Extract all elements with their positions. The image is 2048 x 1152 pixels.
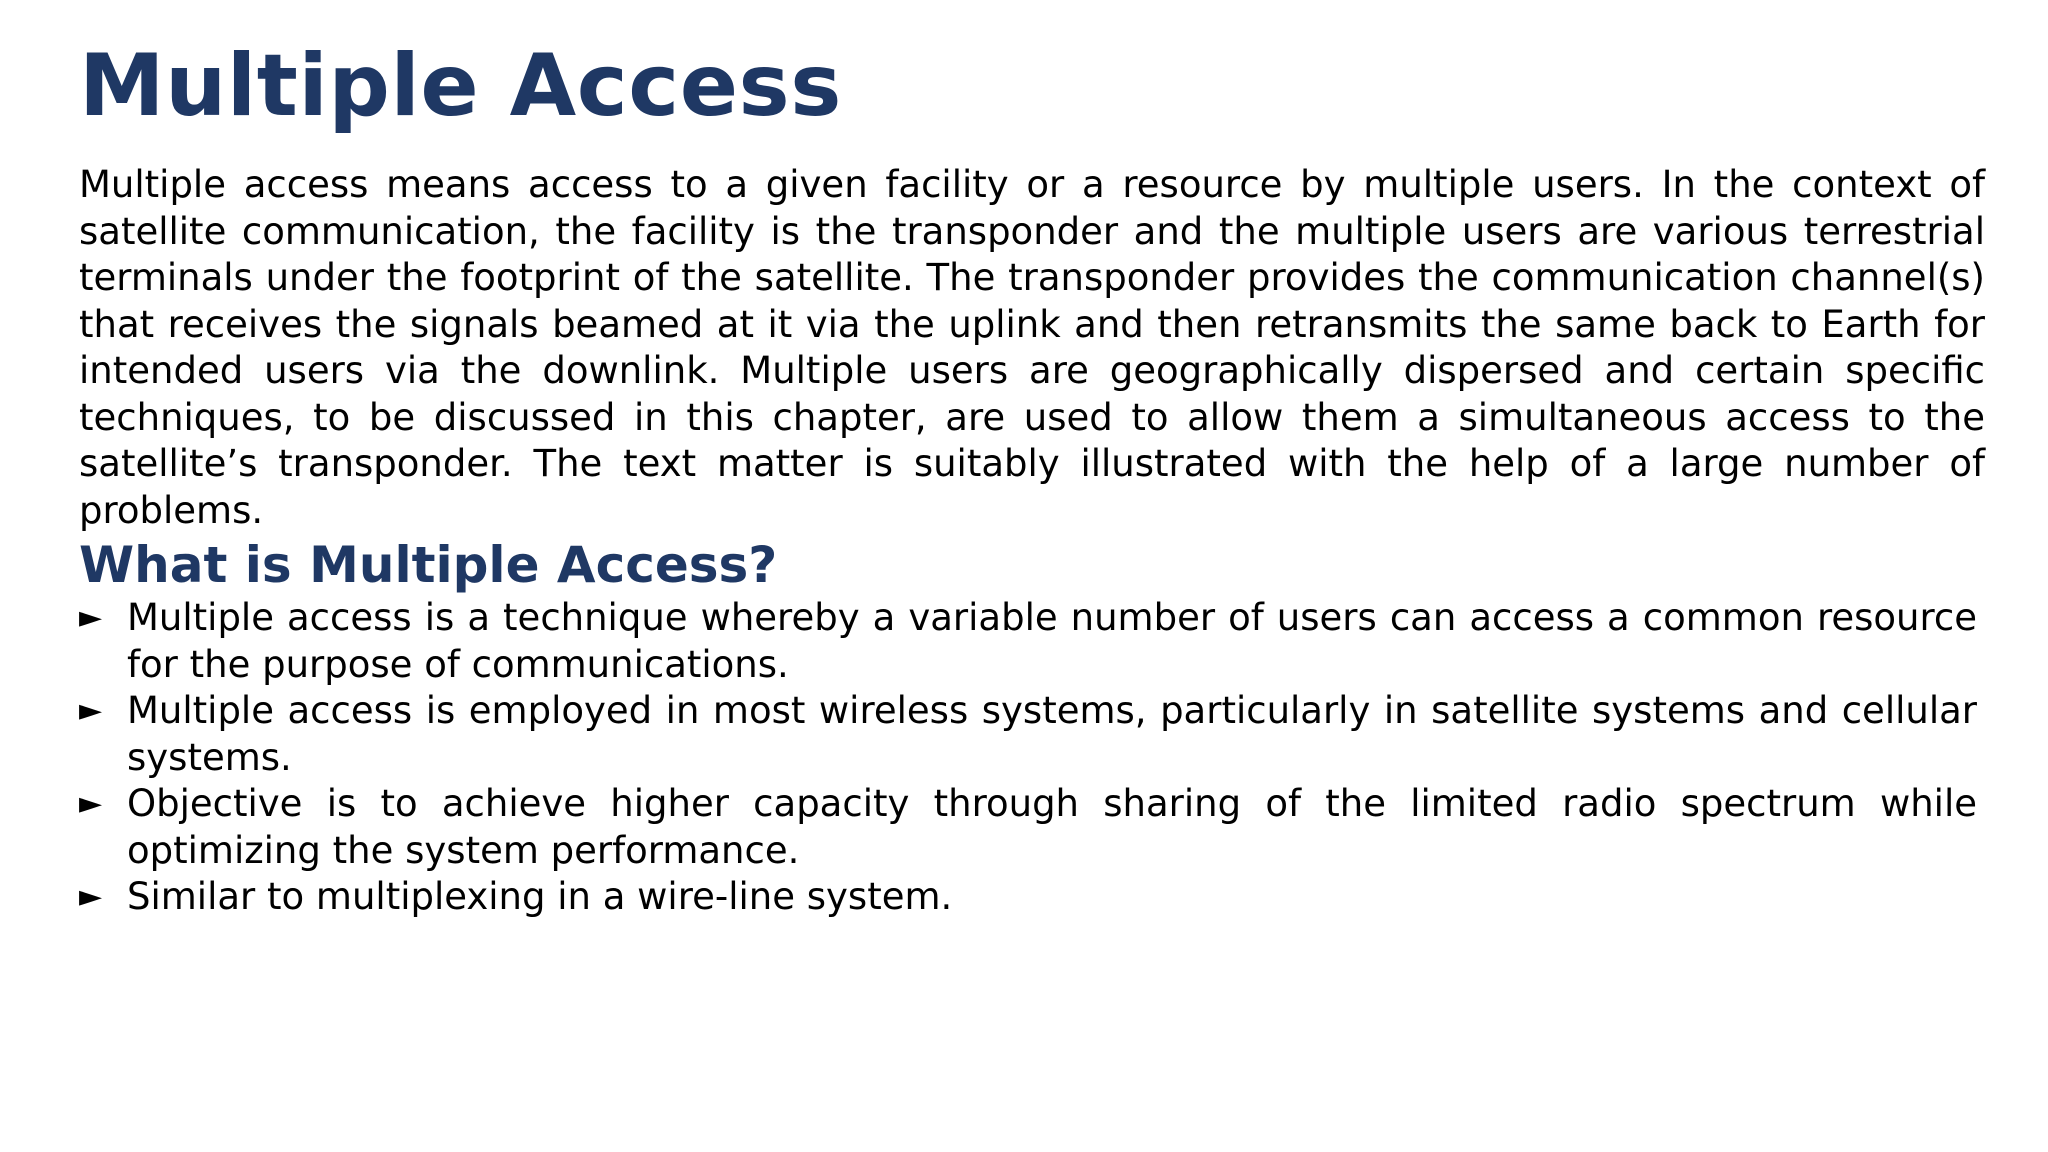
bullet-item — [79, 688, 1977, 781]
bullet-text: Objective is to achieve higher capacity through sharing of the limited radio spectrum while optimizing the system performance. — [127, 782, 1977, 872]
right-pointer-icon: ► — [79, 693, 103, 728]
section-heading: What is Multiple Access? — [79, 536, 778, 594]
bullet-list — [79, 595, 1977, 921]
right-pointer-icon: ► — [79, 879, 103, 914]
right-pointer-icon: ► — [79, 786, 103, 821]
bullet-item — [79, 595, 1977, 688]
bullet-text: Multiple access is employed in most wireless systems, particularly in satellite systems and cellular systems. — [127, 689, 1977, 779]
bullet-item — [79, 874, 1977, 921]
intro-paragraph: Multiple access means access to a given facility or a resource by multiple users. In the context of satellite communication, the facility is the transponder and the multiple users are various terrestrial terminals under the footprint of the satellite. The transponder provides the communication channel(s) that receives the signals beamed at it via the uplink and then retransmits the same back to Earth for intended users via the downlink. Multiple users are geographically dispersed and certain specific techniques, to be discussed in this chapter, are used to allow them a simultaneous access to the satellite’s transponder. The text matter is suitably illustrated with the help of a large number of problems. — [79, 163, 1985, 532]
right-pointer-icon: ► — [79, 600, 103, 635]
bullet-text: Similar to multiplexing in a wire-line system. — [127, 875, 953, 918]
slide-title: Multiple Access — [79, 36, 842, 136]
bullet-item — [79, 781, 1977, 874]
bullet-text: Multiple access is a technique whereby a variable number of users can access a common resource for the purpose of communications. — [127, 596, 1977, 686]
